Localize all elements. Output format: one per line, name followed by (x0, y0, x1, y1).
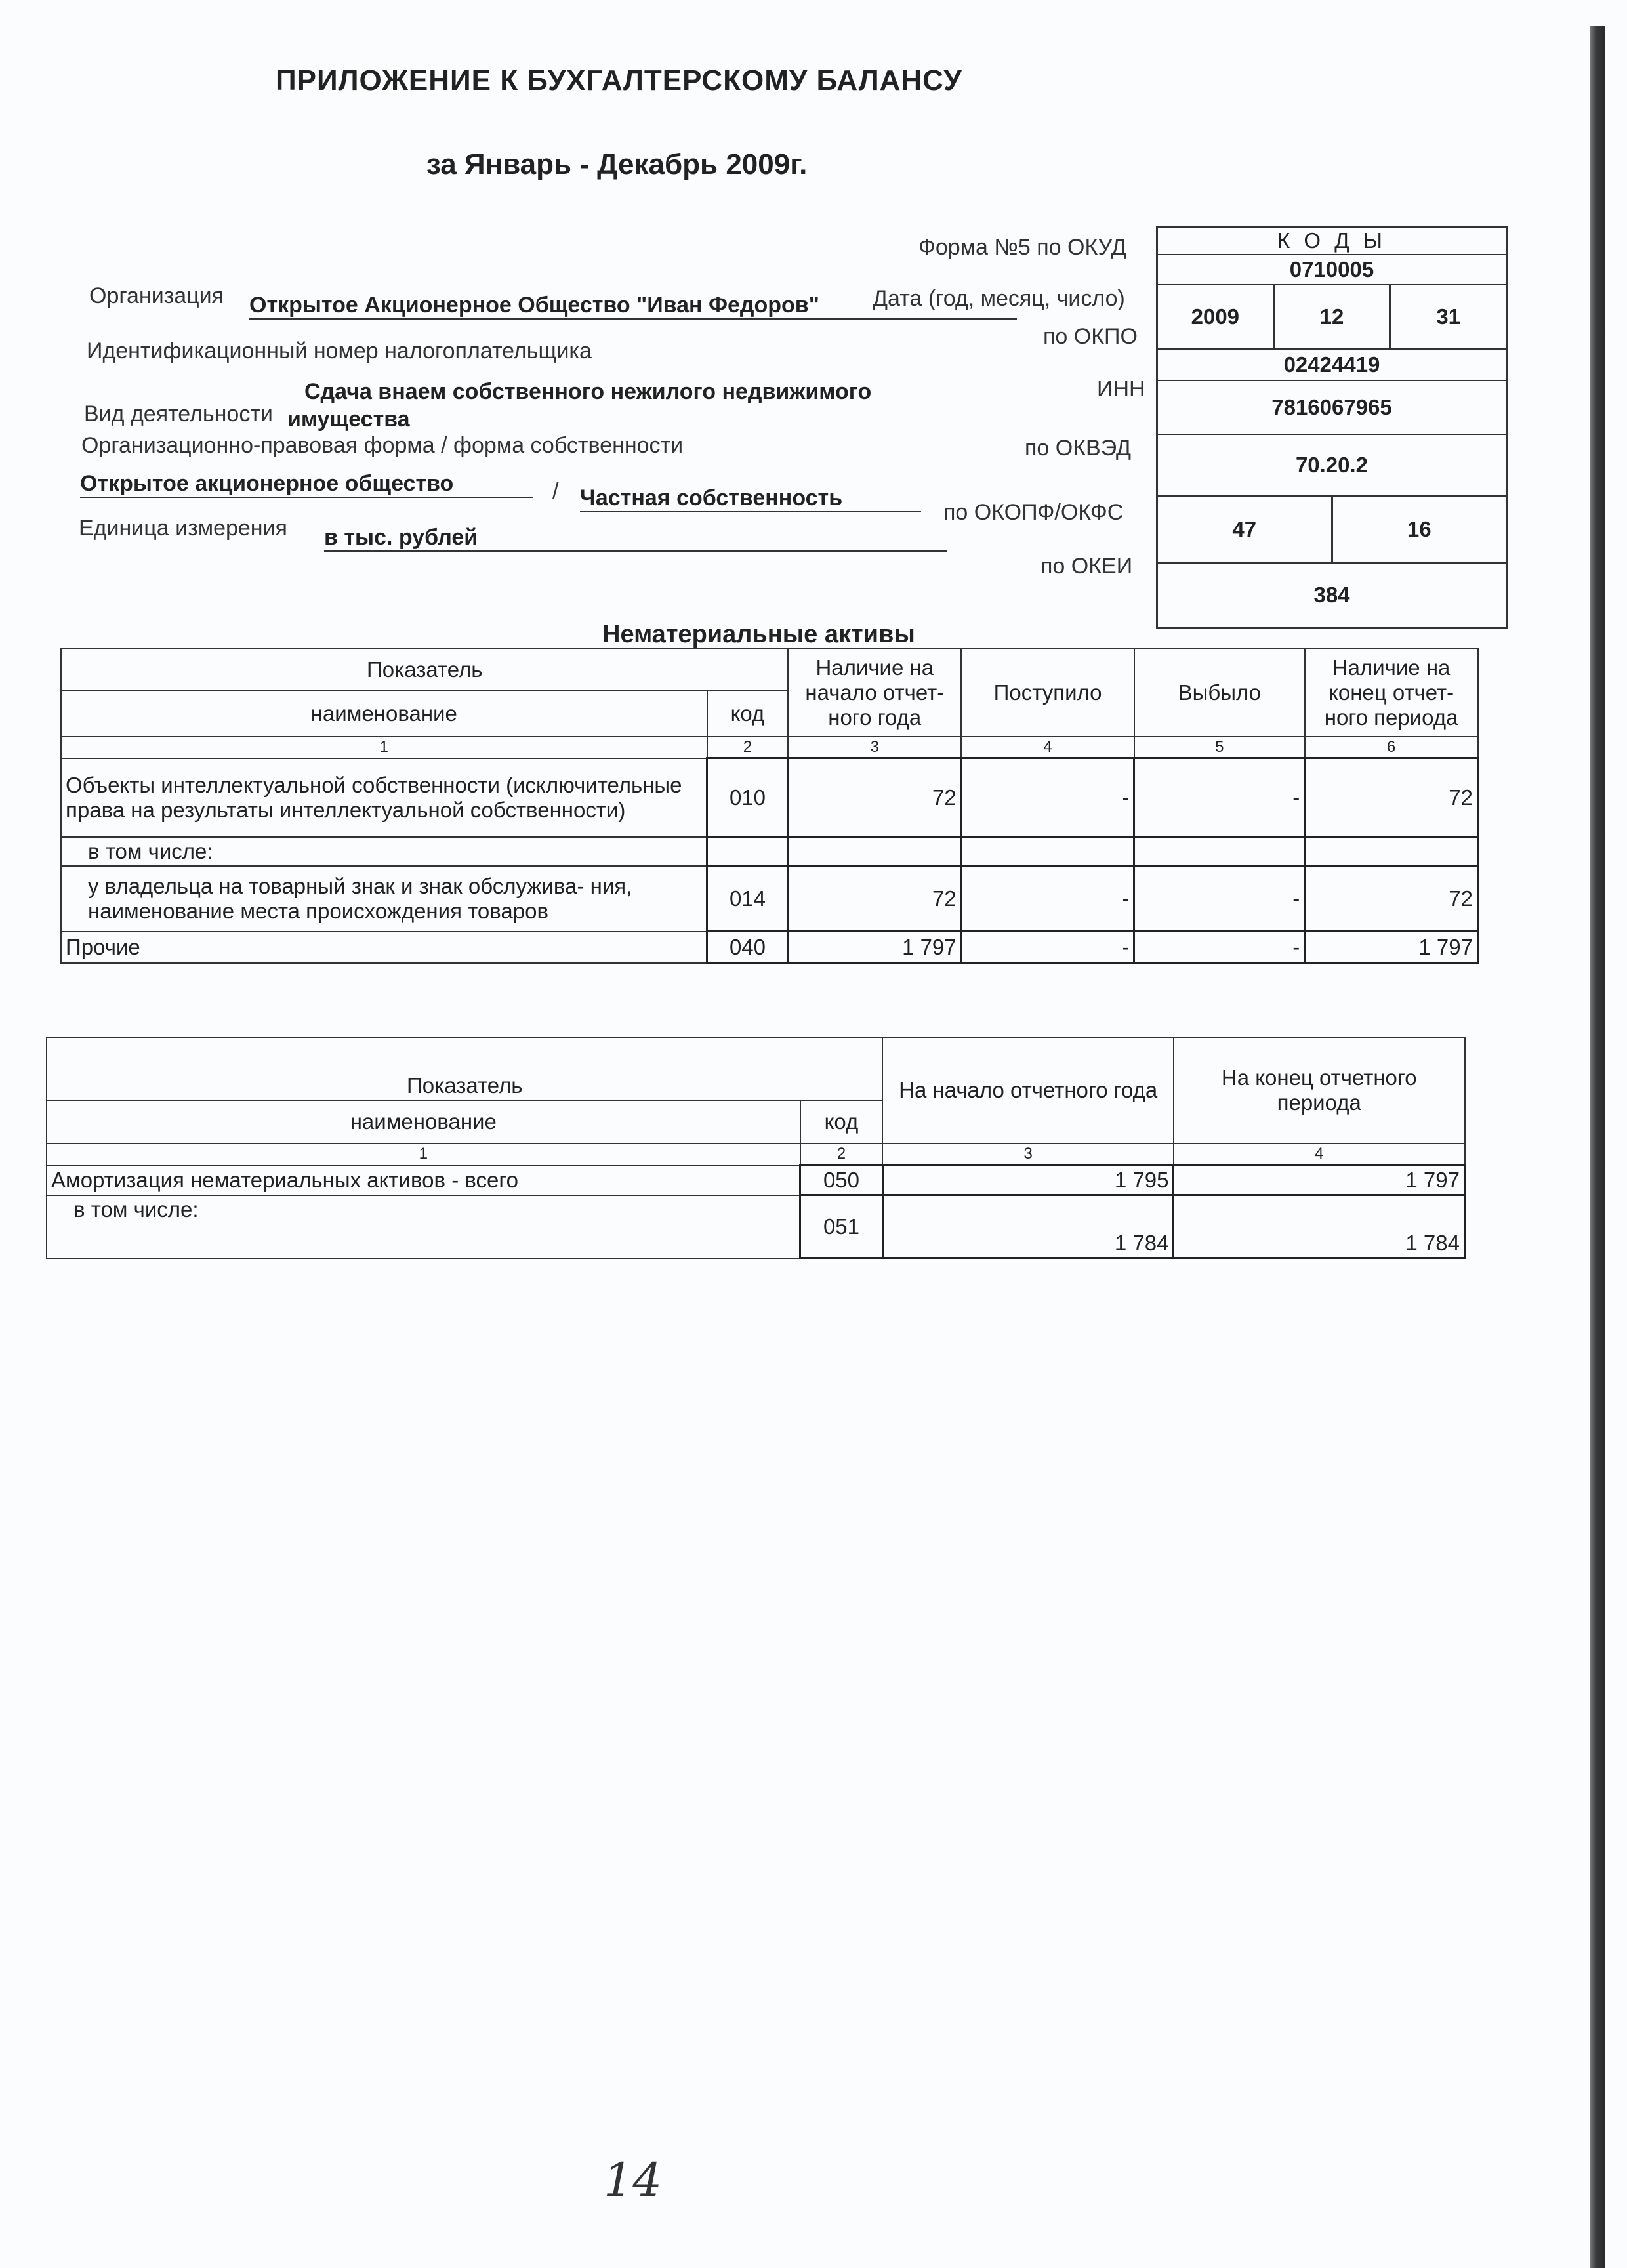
row-code (707, 837, 789, 866)
table-row (47, 1165, 1465, 1195)
okved-code: 70.20.2 (1295, 453, 1369, 477)
row-end (1305, 837, 1478, 866)
okfs-code: 16 (1331, 497, 1506, 562)
row-name: в том числе: (61, 837, 707, 866)
row-start: 1 795 (882, 1165, 1174, 1195)
taxid-label: Идентификационный номер налогоплательщика (87, 339, 592, 363)
row-code: 051 (800, 1195, 883, 1258)
row-start: 1 784 (882, 1195, 1174, 1258)
row-out: - (1134, 866, 1305, 932)
th-name: наименование (61, 691, 707, 737)
inn-label: ИНН (1097, 377, 1145, 402)
okpo-code: 02424419 (1283, 352, 1380, 377)
th-name: наименование (47, 1100, 800, 1144)
okei-label: по ОКЕИ (1040, 554, 1133, 579)
th-start: На начало отчетного года (882, 1037, 1174, 1144)
scan-edge (1590, 26, 1605, 2268)
row-code: 040 (707, 932, 789, 963)
row-in (961, 837, 1134, 866)
row-code: 050 (800, 1165, 883, 1195)
handwritten-page-number: 14 (604, 2153, 663, 2207)
okopf-code: 47 (1232, 517, 1257, 541)
col-num: 2 (800, 1144, 883, 1165)
org-name: Открытое Акционерное Общество "Иван Федоров" (249, 293, 1017, 320)
col-num: 3 (882, 1144, 1174, 1165)
codes-box (1156, 226, 1508, 629)
legal-form-label: Организационно-правовая форма / форма собственности (81, 433, 684, 458)
row-end: 1 797 (1174, 1165, 1465, 1195)
th-in: Поступило (961, 649, 1134, 737)
col-num: 5 (1134, 737, 1305, 758)
okved-label: по ОКВЭД (1025, 436, 1132, 461)
row-name: в том числе: (47, 1195, 800, 1258)
th-code: код (800, 1100, 883, 1144)
table-row (61, 758, 1478, 837)
col-num: 4 (1174, 1144, 1465, 1165)
row-out: - (1134, 758, 1305, 837)
table-row (47, 1195, 1465, 1258)
row-out: - (1134, 932, 1305, 963)
okei-code: 384 (1313, 583, 1350, 607)
amortization-table (46, 1037, 1466, 1259)
th-code: код (707, 691, 789, 737)
okpo-label: по ОКПО (1043, 324, 1138, 349)
inn-code: 7816067965 (1271, 395, 1392, 419)
row-start: 1 797 (788, 932, 961, 963)
col-num: 6 (1305, 737, 1478, 758)
row-start: 72 (788, 758, 961, 837)
row-in: - (961, 758, 1134, 837)
col-num: 2 (707, 737, 789, 758)
date-year: 2009 (1191, 304, 1240, 329)
row-name: Прочие (61, 932, 707, 963)
activity-label: Вид деятельности (84, 402, 273, 426)
org-label: Организация (89, 283, 224, 308)
page-title: ПРИЛОЖЕНИЕ К БУХГАЛТЕРСКОМУ БАЛАНСУ (276, 64, 962, 96)
row-start: 72 (788, 866, 961, 932)
row-end: 72 (1305, 866, 1478, 932)
table-row (61, 866, 1478, 932)
row-name: Объекты интеллектуальной собственности (исключительные права на результаты интеллектуальной собственности) (61, 758, 707, 837)
ownership-form: Частная собственность (580, 485, 921, 512)
codes-header: К О Д Ы (1277, 228, 1386, 253)
col-num: 4 (961, 737, 1134, 758)
unit-label: Единица измерения (79, 516, 287, 541)
row-in: - (961, 866, 1134, 932)
okud-label: Форма №5 по ОКУД (918, 235, 1126, 260)
row-end: 1 797 (1305, 932, 1478, 963)
date-day: 31 (1389, 285, 1506, 348)
row-name: у владельца на товарный знак и знак обслужива- ния, наименование места происхождения товаров (61, 866, 707, 932)
col-num: 3 (788, 737, 961, 758)
table-row (61, 932, 1478, 963)
row-name: Амортизация нематериальных активов - всего (47, 1165, 800, 1195)
row-out (1134, 837, 1305, 866)
date-label: Дата (год, месяц, число) (873, 286, 1125, 311)
okopf-label: по ОКОПФ/ОКФС (943, 500, 1124, 525)
legal-form: Открытое акционерное общество (80, 471, 533, 498)
th-end: Наличие на конец отчет- ного периода (1305, 649, 1478, 737)
form-slash: / (552, 479, 559, 504)
report-period: за Январь - Декабрь 2009г. (426, 148, 808, 180)
table-row (61, 837, 1478, 866)
unit-value: в тыс. рублей (324, 525, 947, 552)
intangibles-caption: Нематериальные активы (602, 621, 915, 648)
th-indicator: Показатель (47, 1037, 882, 1100)
col-num: 1 (47, 1144, 800, 1165)
okud-code: 0710005 (1289, 257, 1374, 281)
date-month: 12 (1273, 285, 1390, 348)
activity-line1: Сдача внаем собственного нежилого недвижимого (304, 379, 872, 404)
row-end: 72 (1305, 758, 1478, 837)
th-end: На конец отчетного периода (1174, 1037, 1465, 1144)
row-code: 014 (707, 866, 789, 932)
row-end: 1 784 (1174, 1195, 1465, 1258)
activity-line2: имущества (287, 407, 410, 432)
intangibles-table (60, 648, 1479, 964)
th-start: Наличие на начало отчет- ного года (788, 649, 961, 737)
row-in: - (961, 932, 1134, 963)
th-out: Выбыло (1134, 649, 1305, 737)
row-start (788, 837, 961, 866)
row-code: 010 (707, 758, 789, 837)
th-indicator: Показатель (61, 649, 788, 691)
col-num: 1 (61, 737, 707, 758)
